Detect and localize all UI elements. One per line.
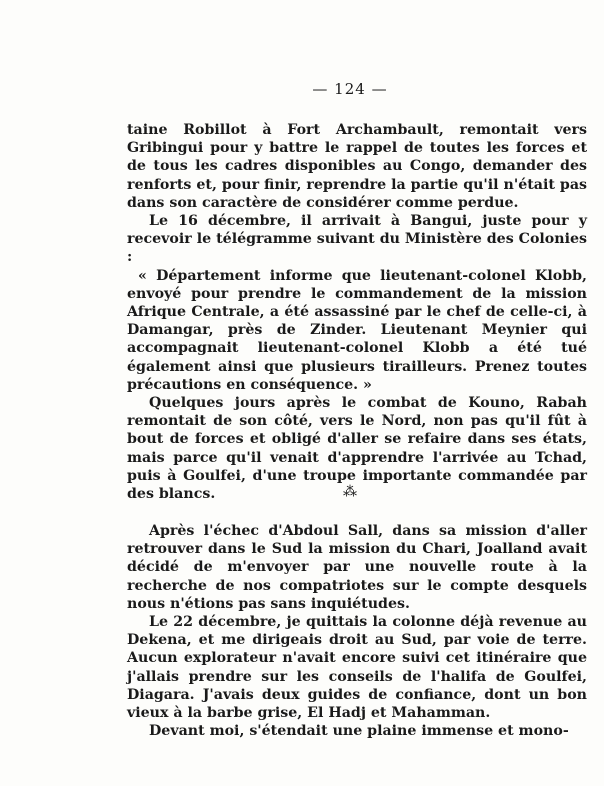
paragraph-rabah: Quelques jours après le combat de Kouno, Rabah remontait de son côté, vers le Nord, non pas qu'il fût à bout de forces et obligé d'aller se refaire dans ses états, mais parce qu'il venait d'apprendre l'arrivée au Tchad, puis à Goulfei, d'une troupe importante commandée par des blancs. bbox=[127, 395, 587, 503]
asterism-separator-icon: ⁂ bbox=[343, 484, 357, 500]
paragraph-plaine: Devant moi, s'étendait une plaine immense et mono- bbox=[149, 723, 569, 740]
paragraph-22-decembre: Le 22 décembre, je quittais la colonne déjà revenue au Dekena, et me dirigeais droit au Sud, par voie de terre. Aucun explorateur n'avait encore suivi cet itinéraire que j'allais prendre sur les conseils de l'halifa de Goulfei, Diagara. J'avais deux guides de confiance, dont un bon vieux à la barbe grise, El Hadj et Mahamman. bbox=[127, 614, 587, 722]
paragraph-telegram-quote: « Département informe que lieutenant-colonel Klobb, envoyé pour prendre le commandement de la mission Afrique Centrale, a été assassiné par le chef de celle-ci, à Damangar, près de Zinder. Lieutenant Meynier qui accompagnait lieutenant-colonel Klobb a été tué également ainsi que plusieurs tirailleurs. Prenez toutes précautions en conséquence. » bbox=[127, 267, 587, 393]
page-number: — 124 — bbox=[312, 80, 388, 98]
paragraph-abdoul-sall: Après l'échec d'Abdoul Sall, dans sa mission d'aller retrouver dans le Sud la mission du Chari, Joalland avait décidé de m'envoyer par une nouvelle route à la recherche de nos compatriotes sur le compte desquels nous n'étions pas sans inquiétudes. bbox=[127, 523, 587, 612]
text-section-1 bbox=[127, 121, 587, 503]
paragraph-continuation: taine Robillot à Fort Archambault, remontait vers Gribingui pour y battre le rappel de toutes les forces et de tous les cadres disponibles au Congo, demander des renforts et, pour finir, reprendre la partie qu'il n'était pas dans son caractère de considérer comme perdue. bbox=[127, 122, 587, 211]
text-section-2 bbox=[127, 522, 587, 740]
paragraph-bangui: Le 16 décembre, il arrivait à Bangui, juste pour y recevoir le télégramme suivant du Ministère des Colonies : bbox=[127, 213, 587, 266]
